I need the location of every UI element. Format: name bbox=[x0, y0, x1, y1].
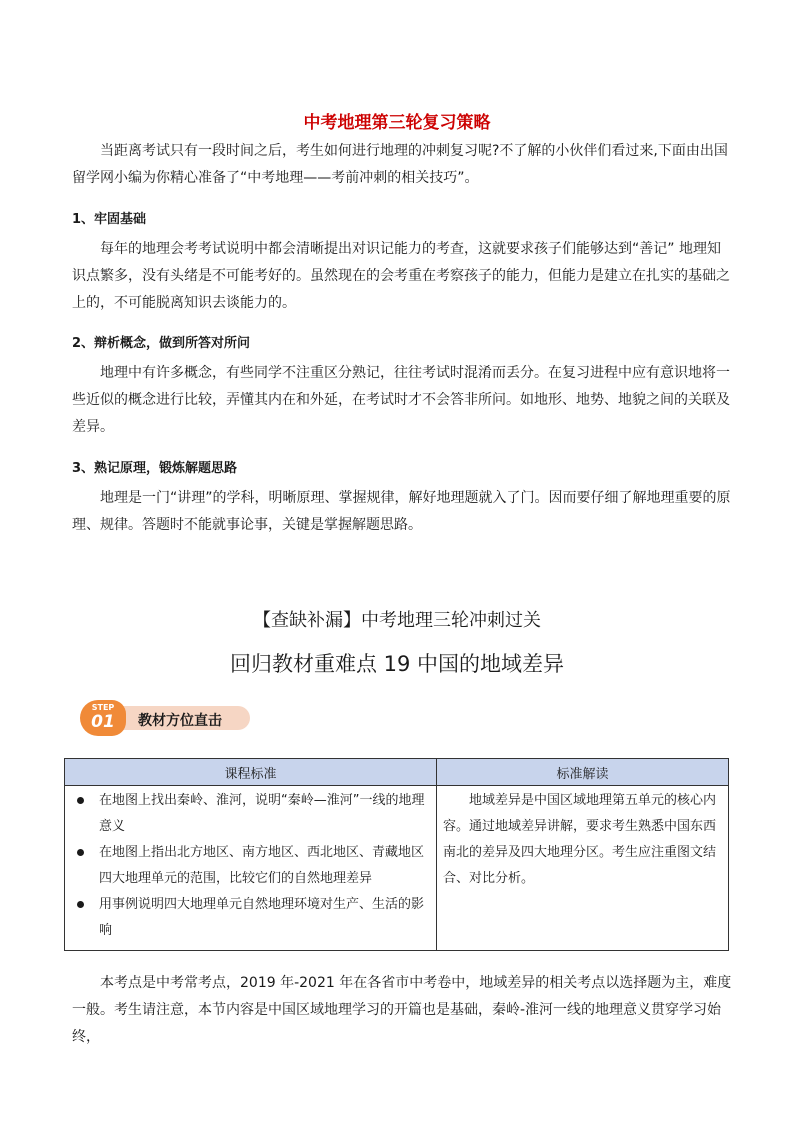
standards-list bbox=[71, 788, 430, 944]
section-heading-1: 1、牢固基础 bbox=[72, 212, 147, 227]
interpretation-text: 地域差异是中国区域地理第五单元的核心内容。通过地域差异讲解，要求考生熟悉中国东西南北的差异及四大地理分区。考生应注重图文结合、对比分析。 bbox=[443, 793, 717, 886]
list-item: 在地图上指出北方地区、南方地区、西北地区、青藏地区四大地理单元的范围，比较它们的自然地理差异 bbox=[71, 840, 430, 892]
strategy-title: 中考地理第三轮复习策略 bbox=[303, 113, 491, 133]
list-item: 在地图上找出秦岭、淮河，说明“秦岭—淮河”一线的地理意义 bbox=[71, 788, 430, 840]
step-word: STEP bbox=[91, 703, 115, 712]
header-standard-interpretation: 标准解读 bbox=[437, 759, 729, 786]
step-label: 教材方位直击 bbox=[138, 713, 222, 729]
step-badge bbox=[80, 700, 252, 736]
main-title-line1: 【查缺补漏】中考地理三轮冲刺过关 bbox=[253, 610, 541, 631]
list-item: 用事例说明四大地理单元自然地理环境对生产、生活的影响 bbox=[71, 892, 430, 944]
intro-paragraph: 当距离考试只有一段时间之后，考生如何进行地理的冲刺复习呢?不了解的小伙伴们看过来,下面由出国留学网小编为你精心准备了“中考地理——考前冲刺的相关技巧”。 bbox=[72, 143, 728, 186]
table-row bbox=[65, 786, 729, 951]
section-body-1: 每年的地理会考考试说明中都会清晰提出对识记能力的考查，这就要求孩子们能够达到“善记” 地理知识点繁多，没有头绪是不可能考好的。虽然现在的会考重在考察孩子的能力，但能力是建立在扎实的基础之上的，不可能脱离知识去谈能力的。 bbox=[72, 241, 730, 311]
interpretation-cell bbox=[437, 786, 729, 951]
section-body-3: 地理是一门“讲理”的学科，明晰原理、掌握规律，解好地理题就入了门。因而要仔细了解地理重要的原理、规律。答题时不能就事论事，关键是掌握解题思路。 bbox=[72, 490, 731, 533]
standards-cell bbox=[65, 786, 437, 951]
standards-table bbox=[64, 758, 729, 951]
section-heading-3: 3、熟记原理，锻炼解题思路 bbox=[72, 461, 238, 476]
table-header-row bbox=[65, 759, 729, 786]
step-number-icon bbox=[80, 700, 126, 736]
section-heading-2: 2、辩析概念，做到所答对所问 bbox=[72, 336, 251, 351]
step-number: 01 bbox=[91, 712, 115, 732]
footer-paragraph: 本考点是中考常考点，2019 年-2021 年在各省市中考卷中，地域差异的相关考点以选择题为主，难度一般。考生请注意，本节内容是中国区域地理学习的开篇也是基础，秦岭-淮河一线的地理意义贯穿学习始终， bbox=[72, 975, 732, 1045]
section-body-2: 地理中有许多概念，有些同学不注重区分熟记，往往考试时混淆而丢分。在复习进程中应有意识地将一些近似的概念进行比较，弄懂其内在和外延，在考试时才不会答非所问。如地形、地势、地貌之间的关联及差异。 bbox=[72, 365, 730, 435]
main-title-line2: 回归教材重难点 19 中国的地域差异 bbox=[229, 652, 565, 676]
header-course-standard: 课程标准 bbox=[65, 759, 437, 786]
